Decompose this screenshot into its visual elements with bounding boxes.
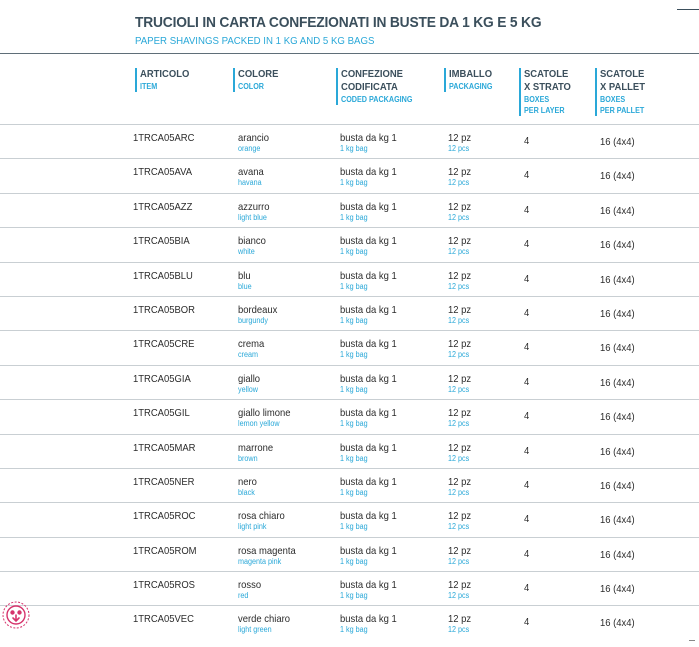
boxes-per-layer-cell-it: 4 [524, 444, 530, 457]
boxes-per-layer-cell [524, 273, 530, 285]
header-boxes-pallet-line2: X PALLET [600, 81, 645, 93]
color-cell-it: azzurro [238, 200, 270, 213]
boxes-per-pallet-cell-it: 16 (4x4) [600, 273, 635, 286]
packaging-cell-en: 12 pcs [448, 281, 470, 291]
page-subtitle: PAPER SHAVINGS PACKED IN 1 KG AND 5 KG BAGS [135, 35, 375, 47]
item-code [133, 510, 202, 522]
packaging-cell [448, 476, 474, 498]
color-cell [238, 579, 264, 601]
packaging-cell [448, 270, 474, 292]
color-cell-en: white [238, 247, 255, 257]
boxes-per-layer-cell [524, 204, 530, 216]
boxes-per-pallet-cell-it: 16 (4x4) [600, 548, 635, 561]
boxes-per-layer-cell-it: 4 [524, 547, 530, 560]
packaging-cell-en: 12 pcs [448, 625, 470, 635]
item-code-it: 1TRCA05BIA [133, 235, 190, 248]
coded-packaging-cell-it: busta da kg 1 [340, 475, 397, 488]
boxes-per-layer-cell-it: 4 [524, 513, 530, 526]
packaging-cell [448, 579, 474, 601]
coded-packaging-cell-it: busta da kg 1 [340, 132, 397, 144]
boxes-per-pallet-cell [600, 583, 639, 595]
item-code [133, 442, 202, 454]
coded-packaging-cell-en: 1 kg bag [340, 419, 368, 429]
item-code [133, 132, 201, 144]
coded-packaging-cell [340, 442, 403, 464]
boxes-per-pallet-cell [600, 136, 639, 148]
coded-packaging-cell [340, 613, 403, 635]
header-boxes-layer-line2: X STRATO [524, 81, 571, 93]
coded-packaging-cell [340, 338, 403, 360]
color-cell-it: blu [238, 269, 251, 282]
color-cell-it: crema [238, 338, 265, 351]
boxes-per-pallet-cell [600, 514, 639, 526]
boxes-per-layer-cell [524, 238, 530, 250]
coded-packaging-cell-it: busta da kg 1 [340, 338, 397, 351]
header-packaging-label-en: PACKAGING [449, 82, 493, 91]
color-cell-en: blue [238, 281, 252, 291]
header-boxes-pallet-en1: BOXES [600, 95, 626, 104]
color-cell-en: yellow [238, 384, 259, 394]
packaging-cell-en: 12 pcs [448, 487, 470, 497]
packaging-cell [448, 304, 474, 326]
packaging-cell-it: 12 pz [448, 544, 472, 557]
boxes-per-layer-cell-it: 4 [524, 306, 530, 319]
boxes-per-pallet-cell-it: 16 (4x4) [600, 376, 635, 389]
header-boxes-layer-en2: PER LAYER [524, 106, 565, 115]
boxes-per-layer-cell-it: 4 [524, 203, 530, 216]
color-cell-en: black [238, 487, 255, 497]
header-coded-packaging-en: CODED PACKAGING [341, 95, 413, 104]
boxes-per-layer-cell [524, 445, 530, 457]
packaging-cell [448, 407, 474, 429]
color-cell-it: rosa chiaro [238, 510, 285, 523]
coded-packaging-cell [340, 476, 403, 498]
packaging-cell-en: 12 pcs [448, 247, 470, 257]
item-code-it: 1TRCA05NER [133, 475, 195, 488]
color-cell-it: verde chiaro [238, 613, 291, 626]
item-code [133, 270, 200, 282]
table-row [0, 468, 699, 502]
coded-packaging-cell-it: busta da kg 1 [340, 166, 397, 179]
color-cell [238, 476, 259, 498]
boxes-per-pallet-cell-it: 16 (4x4) [600, 136, 635, 148]
packaging-cell-en: 12 pcs [448, 350, 470, 360]
color-cell-it: rosso [238, 579, 262, 592]
boxes-per-layer-cell-it: 4 [524, 135, 530, 147]
coded-packaging-cell-it: busta da kg 1 [340, 510, 397, 523]
header-item-label: ARTICOLO [140, 68, 190, 80]
coded-packaging-cell-en: 1 kg bag [340, 384, 368, 394]
table-row [0, 434, 699, 468]
boxes-per-pallet-cell [600, 549, 639, 561]
packaging-cell-it: 12 pz [448, 200, 472, 213]
boxes-per-layer-cell-it: 4 [524, 410, 530, 423]
boxes-per-pallet-cell-it: 16 (4x4) [600, 617, 635, 630]
coded-packaging-cell-it: busta da kg 1 [340, 441, 397, 454]
table-header [0, 68, 699, 122]
color-cell [238, 132, 272, 154]
packaging-cell-it: 12 pz [448, 510, 472, 523]
header-coded-packaging-line2: CODIFICATA [341, 81, 398, 93]
header-color-label-en: COLOR [238, 82, 265, 91]
item-code [133, 166, 199, 178]
coded-packaging-cell-en: 1 kg bag [340, 178, 368, 188]
coded-packaging-cell [340, 201, 403, 223]
color-cell [238, 201, 273, 223]
color-cell-it: bianco [238, 235, 266, 248]
item-code-it: 1TRCA05BOR [133, 303, 195, 316]
packaging-cell [448, 545, 474, 567]
coded-packaging-cell [340, 235, 403, 257]
coded-packaging-cell-en: 1 kg bag [340, 281, 368, 291]
color-cell-en: light pink [238, 522, 267, 532]
color-cell [238, 613, 296, 635]
boxes-per-pallet-cell [600, 377, 639, 389]
color-cell-it: giallo [238, 372, 261, 385]
packaging-cell [448, 338, 474, 360]
coded-packaging-cell-en: 1 kg bag [340, 522, 368, 532]
boxes-per-layer-cell-it: 4 [524, 582, 530, 595]
coded-packaging-cell-en: 1 kg bag [340, 487, 368, 497]
item-code [133, 201, 199, 213]
header-color-label: COLORE [238, 68, 279, 80]
boxes-per-layer-cell [524, 376, 530, 388]
table-row [0, 365, 699, 399]
coded-packaging-cell-it: busta da kg 1 [340, 200, 397, 213]
color-cell-it: marrone [238, 441, 274, 454]
coded-packaging-cell-en: 1 kg bag [340, 144, 368, 153]
color-cell-en: burgundy [238, 315, 269, 325]
packaging-cell [448, 201, 474, 223]
table-row [0, 262, 699, 296]
boxes-per-pallet-cell-it: 16 (4x4) [600, 445, 635, 458]
boxes-per-pallet-cell-it: 16 (4x4) [600, 307, 635, 320]
boxes-per-pallet-cell [600, 170, 639, 182]
packaging-cell-it: 12 pz [448, 613, 472, 626]
boxes-per-layer-cell-it: 4 [524, 478, 530, 491]
boxes-per-layer-cell [524, 135, 530, 147]
boxes-per-layer-cell-it: 4 [524, 238, 530, 251]
header-packaging-label: IMBALLO [449, 68, 493, 80]
table-row [0, 605, 699, 639]
packaging-cell-it: 12 pz [448, 475, 472, 488]
boxes-per-pallet-cell-it: 16 (4x4) [600, 170, 635, 183]
packaging-cell [448, 613, 474, 635]
boxes-per-pallet-cell [600, 274, 639, 286]
color-cell [238, 338, 267, 360]
color-cell [238, 270, 253, 292]
color-cell-en: red [238, 591, 249, 601]
packaging-cell-it: 12 pz [448, 407, 472, 420]
packaging-cell [448, 132, 474, 154]
coded-packaging-cell-it: busta da kg 1 [340, 372, 397, 385]
color-cell-it: nero [238, 475, 257, 488]
table-row [0, 193, 699, 227]
boxes-per-layer-cell [524, 548, 530, 560]
header-coded-packaging [336, 68, 420, 105]
item-code-it: 1TRCA05ROC [133, 510, 196, 523]
item-code-it: 1TRCA05GIL [133, 407, 190, 420]
color-cell [238, 235, 269, 257]
packaging-cell-it: 12 pz [448, 303, 472, 316]
packaging-cell-it: 12 pz [448, 235, 472, 248]
table-row [0, 399, 699, 433]
boxes-per-layer-cell [524, 410, 530, 422]
packaging-cell-en: 12 pcs [448, 384, 470, 394]
packaging-cell [448, 235, 474, 257]
coded-packaging-cell-en: 1 kg bag [340, 625, 368, 635]
coded-packaging-cell [340, 166, 403, 188]
item-code [133, 613, 201, 625]
coded-packaging-cell-it: busta da kg 1 [340, 544, 397, 557]
coded-packaging-cell [340, 132, 403, 154]
title-divider [0, 53, 699, 54]
boxes-per-layer-cell [524, 582, 530, 594]
boxes-per-pallet-cell [600, 617, 639, 629]
coded-packaging-cell-it: busta da kg 1 [340, 613, 397, 626]
boxes-per-layer-cell [524, 341, 530, 353]
item-code [133, 579, 202, 591]
item-code [133, 304, 202, 316]
boxes-per-layer-cell [524, 307, 530, 319]
packaging-cell-en: 12 pcs [448, 178, 470, 188]
boxes-per-layer-cell [524, 169, 530, 181]
coded-packaging-cell [340, 510, 403, 532]
table-row [0, 330, 699, 364]
coded-packaging-cell-en: 1 kg bag [340, 453, 368, 463]
item-code [133, 338, 201, 350]
coded-packaging-cell-it: busta da kg 1 [340, 269, 397, 282]
color-cell [238, 166, 267, 188]
header-boxes-layer-en1: BOXES [524, 95, 550, 104]
coded-packaging-cell-it: busta da kg 1 [340, 303, 397, 316]
color-cell-en: lemon yellow [238, 419, 280, 429]
color-cell-en: brown [238, 453, 258, 463]
top-right-rule [677, 9, 699, 10]
item-code-it: 1TRCA05ROM [133, 544, 197, 557]
table-row [0, 227, 699, 261]
color-cell [238, 545, 302, 567]
page-title: TRUCIOLI IN CARTA CONFEZIONATI IN BUSTE DA 1 KG E 5 KG [135, 14, 542, 31]
item-code [133, 476, 201, 488]
coded-packaging-cell-en: 1 kg bag [340, 212, 368, 222]
coded-packaging-cell [340, 270, 403, 292]
boxes-per-pallet-cell-it: 16 (4x4) [600, 479, 635, 492]
table-row [0, 124, 699, 158]
color-cell [238, 442, 277, 464]
boxes-per-layer-cell-it: 4 [524, 341, 530, 354]
boxes-per-layer-cell-it: 4 [524, 169, 530, 182]
header-color [233, 68, 283, 92]
color-cell-en: havana [238, 178, 262, 188]
item-code-it: 1TRCA05ROS [133, 579, 195, 592]
packaging-cell-en: 12 pcs [448, 144, 470, 153]
packaging-cell [448, 166, 474, 188]
packaging-cell-it: 12 pz [448, 269, 472, 282]
coded-packaging-cell [340, 545, 403, 567]
packaging-cell-it: 12 pz [448, 441, 472, 454]
item-code-it: 1TRCA05GIA [133, 372, 191, 385]
header-packaging [444, 68, 497, 92]
color-cell-en: cream [238, 350, 259, 360]
boxes-per-layer-cell-it: 4 [524, 375, 530, 388]
packaging-cell [448, 510, 474, 532]
boxes-per-pallet-cell-it: 16 (4x4) [600, 514, 635, 527]
packaging-cell-it: 12 pz [448, 166, 472, 179]
color-cell-it: rosa magenta [238, 544, 296, 557]
table-row [0, 296, 699, 330]
color-cell-en: light green [238, 625, 272, 635]
coded-packaging-cell-it: busta da kg 1 [340, 407, 397, 420]
packaging-cell [448, 373, 474, 395]
coded-packaging-cell-it: busta da kg 1 [340, 235, 397, 248]
packaging-cell-en: 12 pcs [448, 212, 470, 222]
packaging-cell-en: 12 pcs [448, 591, 470, 601]
coded-packaging-cell-en: 1 kg bag [340, 556, 368, 566]
boxes-per-layer-cell [524, 616, 530, 628]
item-code [133, 373, 197, 385]
coded-packaging-cell [340, 373, 403, 395]
table-row [0, 158, 699, 192]
packaging-cell-it: 12 pz [448, 338, 472, 351]
packaging-cell-en: 12 pcs [448, 453, 470, 463]
coded-packaging-cell-en: 1 kg bag [340, 247, 368, 257]
header-boxes-pallet-en2: PER PALLET [600, 106, 645, 115]
header-boxes-pallet-line1: SCATOLE [600, 68, 645, 80]
coded-packaging-cell-en: 1 kg bag [340, 315, 368, 325]
color-cell-en: light blue [238, 212, 267, 222]
item-code [133, 545, 204, 557]
boxes-per-layer-cell [524, 479, 530, 491]
header-item [135, 68, 195, 92]
boxes-per-pallet-cell-it: 16 (4x4) [600, 239, 635, 252]
color-cell [238, 407, 296, 429]
boxes-per-layer-cell-it: 4 [524, 272, 530, 285]
coded-packaging-cell-en: 1 kg bag [340, 350, 368, 360]
packaging-cell-it: 12 pz [448, 579, 472, 592]
boxes-per-pallet-cell [600, 205, 639, 217]
color-cell [238, 304, 282, 326]
boxes-per-pallet-cell [600, 411, 639, 423]
boxes-per-pallet-cell [600, 480, 639, 492]
packaging-cell-en: 12 pcs [448, 522, 470, 532]
color-cell-it: giallo limone [238, 407, 291, 420]
brand-logo-icon [1, 600, 31, 630]
color-cell-en: orange [238, 144, 261, 153]
packaging-cell-en: 12 pcs [448, 315, 470, 325]
title-block [135, 14, 695, 47]
item-code-it: 1TRCA05VEC [133, 613, 194, 626]
color-cell-en: magenta pink [238, 556, 282, 566]
packaging-cell-it: 12 pz [448, 372, 472, 385]
coded-packaging-cell [340, 579, 403, 601]
header-coded-packaging-line1: CONFEZIONE [341, 68, 403, 80]
table-row [0, 571, 699, 605]
item-code-it: 1TRCA05AVA [133, 166, 193, 179]
item-code [133, 407, 196, 419]
color-cell [238, 373, 263, 395]
color-cell-it: arancio [238, 132, 270, 144]
item-code-it: 1TRCA05MAR [133, 441, 196, 454]
boxes-per-pallet-cell-it: 16 (4x4) [600, 204, 635, 217]
packaging-cell [448, 442, 474, 464]
item-code [133, 235, 196, 247]
packaging-cell-en: 12 pcs [448, 556, 470, 566]
boxes-per-pallet-cell-it: 16 (4x4) [600, 583, 635, 596]
item-code-it: 1TRCA05CRE [133, 338, 195, 351]
item-code-it: 1TRCA05AZZ [133, 200, 193, 213]
table-row [0, 502, 699, 536]
color-cell-it: bordeaux [238, 303, 278, 316]
coded-packaging-cell [340, 304, 403, 326]
coded-packaging-cell-it: busta da kg 1 [340, 579, 397, 592]
coded-packaging-cell-en: 1 kg bag [340, 591, 368, 601]
boxes-per-layer-cell [524, 513, 530, 525]
boxes-per-pallet-cell-it: 16 (4x4) [600, 411, 635, 424]
header-item-label-en: ITEM [140, 82, 158, 91]
boxes-per-pallet-cell [600, 446, 639, 458]
color-cell-it: avana [238, 166, 264, 179]
header-boxes-layer-line1: SCATOLE [524, 68, 569, 80]
boxes-per-layer-cell-it: 4 [524, 616, 530, 629]
packaging-cell-it: 12 pz [448, 132, 472, 144]
item-code-it: 1TRCA05ARC [133, 132, 195, 144]
boxes-per-pallet-cell [600, 342, 639, 354]
boxes-per-pallet-cell [600, 239, 639, 251]
header-boxes-per-layer [519, 68, 576, 116]
boxes-per-pallet-cell [600, 308, 639, 320]
packaging-cell-en: 12 pcs [448, 419, 470, 429]
item-code-it: 1TRCA05BLU [133, 269, 193, 282]
header-boxes-per-pallet [595, 68, 650, 116]
boxes-per-pallet-cell-it: 16 (4x4) [600, 342, 635, 355]
color-cell [238, 510, 290, 532]
table-row [0, 537, 699, 571]
corner-mark [689, 640, 695, 641]
table-body [0, 124, 699, 640]
coded-packaging-cell [340, 407, 403, 429]
